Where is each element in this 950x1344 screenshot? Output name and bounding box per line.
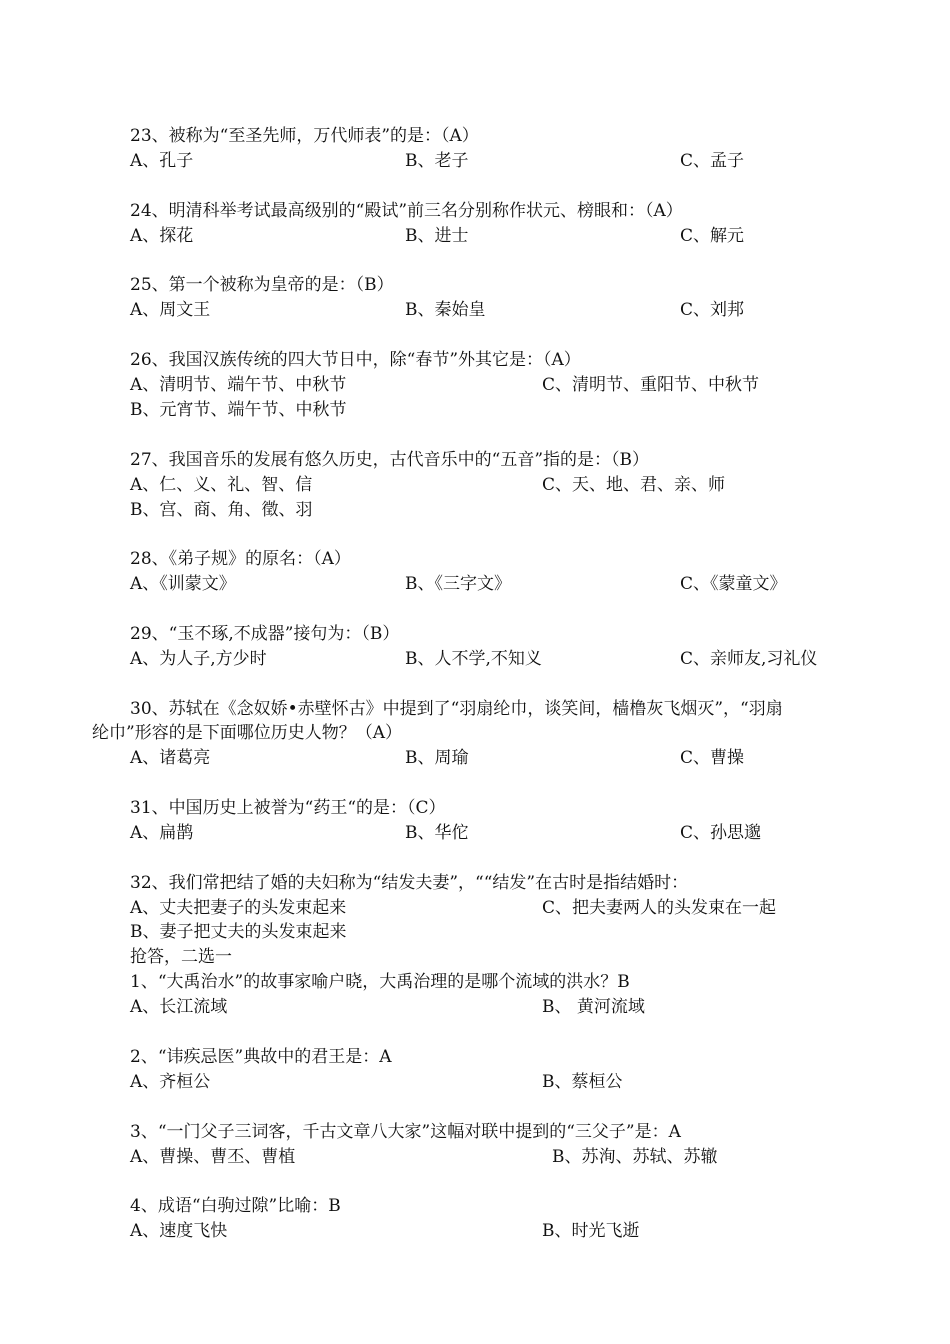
- option-b: B、元宵节、端午节、中秋节: [130, 400, 347, 420]
- option-a: A、丈夫把妻子的头发束起来: [130, 898, 347, 918]
- option-a: A、清明节、端午节、中秋节: [130, 375, 347, 395]
- question-30-line2: 纶巾”形容的是下面哪位历史人物？（A）: [92, 723, 402, 743]
- question-28: 28、《弟子规》的原名：（A）: [130, 549, 351, 569]
- option-b: B、进士: [405, 226, 469, 246]
- quick-question-4: 4、成语“白驹过隙”比喻：B: [130, 1196, 341, 1216]
- question-31: 31、中国历史上被誉为“药王“的是：（C）: [130, 798, 446, 818]
- option-a: A、探花: [130, 226, 194, 246]
- option-a: A、速度飞快: [130, 1221, 228, 1241]
- question-25: 25、第一个被称为皇帝的是：（B）: [130, 275, 394, 295]
- option-c: C、《蒙童文》: [680, 574, 787, 594]
- option-a: A、孔子: [130, 151, 194, 171]
- option-b: B、华佗: [405, 823, 469, 843]
- option-a: A、周文王: [130, 300, 211, 320]
- option-c: C、清明节、重阳节、中秋节: [542, 375, 760, 395]
- quick-question-3: 3、“一门父子三词客，千古文章八大家”这幅对联中提到的“三父子”是：A: [130, 1122, 681, 1142]
- option-b: B、时光飞逝: [542, 1221, 640, 1241]
- option-c: C、曹操: [680, 748, 745, 768]
- question-24: 24、明清科举考试最高级别的“殿试”前三名分别称作状元、榜眼和：（A）: [130, 201, 683, 221]
- option-b: B、周瑜: [405, 748, 469, 768]
- question-32: 32、我们常把结了婚的夫妇称为“结发夫妻”，““结发”在古时是指结婚时：: [130, 873, 689, 893]
- option-a: A、仁、义、礼、智、信: [130, 475, 313, 495]
- option-b: B、人不学,不知义: [405, 649, 542, 669]
- quick-question-1: 1、“大禹治水”的故事家喻户晓，大禹治理的是哪个流域的洪水？B: [130, 972, 630, 992]
- option-a: A、《训蒙文》: [130, 574, 236, 594]
- question-23: 23、被称为“至圣先师，万代师表”的是：（A）: [130, 126, 479, 146]
- option-a: A、长江流域: [130, 997, 228, 1017]
- option-b: B、宫、商、角、徵、羽: [130, 500, 313, 520]
- option-a: A、诸葛亮: [130, 748, 211, 768]
- option-b: B、 黄河流域: [542, 997, 645, 1017]
- option-c: C、把夫妻两人的头发束在一起: [542, 898, 777, 918]
- quick-question-2: 2、“讳疾忌医”典故中的君王是：A: [130, 1047, 392, 1067]
- option-c: C、天、地、君、亲、师: [542, 475, 726, 495]
- option-c: C、刘邦: [680, 300, 745, 320]
- option-c: C、解元: [680, 226, 745, 246]
- option-b: B、《三字文》: [405, 574, 511, 594]
- option-b: B、妻子把丈夫的头发束起来: [130, 922, 347, 942]
- option-c: C、孙思邈: [680, 823, 762, 843]
- section-heading: 抢答，二选一: [130, 947, 232, 967]
- option-a: A、曹操、曹丕、曹植: [130, 1147, 296, 1167]
- option-a: A、为人子,方少时: [130, 649, 267, 669]
- question-30-line1: 30、苏轼在《念奴娇•赤壁怀古》中提到了“羽扇纶巾，谈笑间，樯橹灰飞烟灭”，“羽扇: [130, 699, 783, 719]
- question-27: 27、我国音乐的发展有悠久历史，古代音乐中的“五音”指的是：（B）: [130, 450, 650, 470]
- question-26: 26、我国汉族传统的四大节日中，除“春节”外其它是：（A）: [130, 350, 581, 370]
- option-a: A、扁鹊: [130, 823, 194, 843]
- option-b: B、老子: [405, 151, 469, 171]
- option-b: B、蔡桓公: [542, 1072, 623, 1092]
- option-c: C、亲师友,习礼仪: [680, 649, 818, 669]
- question-29: 29、“玉不琢,不成器”接句为：（B）: [130, 624, 400, 644]
- option-b: B、苏洵、苏轼、苏辙: [552, 1147, 718, 1167]
- option-b: B、秦始皇: [405, 300, 486, 320]
- option-c: C、孟子: [680, 151, 745, 171]
- option-a: A、齐桓公: [130, 1072, 211, 1092]
